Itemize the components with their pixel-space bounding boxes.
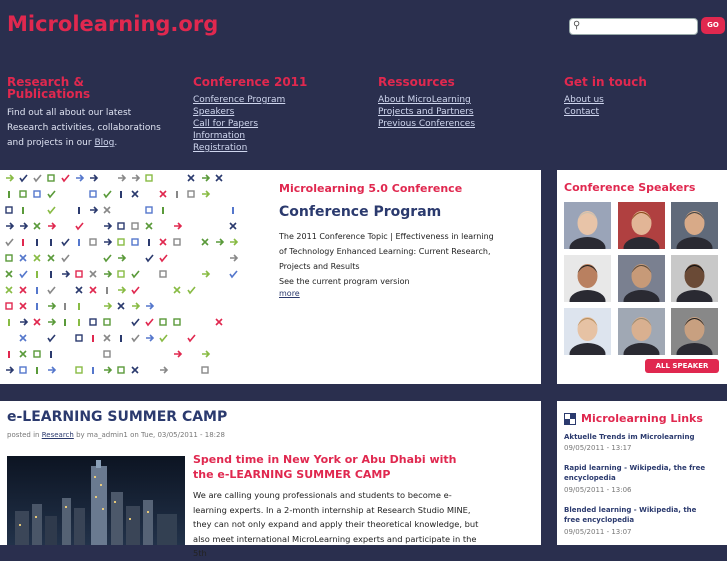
speaker-avatar[interactable] <box>671 308 718 355</box>
pattern-glyph <box>6 271 12 277</box>
pattern-glyph <box>202 175 209 181</box>
pattern-glyph <box>174 223 181 229</box>
pattern-glyph <box>132 223 138 229</box>
resources-column <box>378 76 538 130</box>
pattern-glyph <box>216 319 222 325</box>
pattern-glyph <box>34 223 40 229</box>
pattern-glyph <box>62 175 69 181</box>
pattern-glyph <box>76 367 82 373</box>
pattern-glyph <box>78 239 80 246</box>
pattern-glyph <box>118 175 125 181</box>
search-input[interactable] <box>586 19 691 32</box>
pattern-glyph <box>20 367 26 373</box>
pattern-glyph <box>50 351 52 358</box>
pattern-glyph <box>78 303 80 310</box>
pattern-glyph <box>6 255 12 261</box>
pattern-glyph <box>230 239 237 245</box>
article-meta: posted in Research by ma_admin1 on Tue, 03/05/2011 - 18:28 <box>7 431 225 439</box>
pattern-glyph <box>22 239 24 246</box>
search-box[interactable] <box>569 18 698 35</box>
links-panel <box>557 401 727 545</box>
pattern-glyph <box>132 287 139 293</box>
pattern-glyph <box>118 271 124 277</box>
pattern-glyph <box>48 191 55 197</box>
registration-link[interactable]: Registration <box>193 143 248 153</box>
pattern-glyph <box>188 287 195 293</box>
pattern-glyph <box>118 367 124 373</box>
contact-title: Get in touch <box>564 75 647 89</box>
resources-title: Ressources <box>378 75 455 89</box>
pattern-glyph <box>146 335 153 341</box>
pattern-glyph <box>20 223 27 229</box>
link-date: 09/05/2011 - 13:06 <box>564 486 632 494</box>
link-item-trends[interactable]: Aktuelle Trends im Microlearning <box>564 433 695 441</box>
go-button[interactable]: GO <box>701 17 725 34</box>
pattern-glyph <box>48 319 55 325</box>
pattern-glyph <box>20 175 27 181</box>
pattern-glyph <box>160 319 166 325</box>
pattern-glyph <box>160 367 167 373</box>
research-title: Research & Publications <box>7 75 91 101</box>
pattern-glyph <box>104 239 111 245</box>
information-link[interactable]: Information <box>193 131 246 141</box>
pattern-glyph <box>22 207 24 214</box>
pattern-glyph <box>146 175 152 181</box>
speaker-avatar[interactable] <box>564 202 611 249</box>
pattern-glyph <box>92 367 94 374</box>
speaker-avatar[interactable] <box>564 255 611 302</box>
pattern-glyph <box>6 303 12 309</box>
pattern-glyph <box>8 351 10 358</box>
conference-title: Conference 2011 <box>193 75 308 89</box>
pattern-glyph <box>118 223 124 229</box>
article-headline[interactable]: Spend time in New York or Abu Dhabi with the e-LEARNING SUMMER CAMP <box>193 453 457 481</box>
pattern-glyph <box>78 207 80 214</box>
pattern-glyph <box>50 239 52 246</box>
pattern-glyph <box>202 367 208 373</box>
pattern-glyph <box>216 175 222 181</box>
pattern-glyph <box>132 319 139 325</box>
pattern-glyph <box>36 271 38 278</box>
pattern-glyph <box>132 335 139 341</box>
pattern-glyph <box>118 239 124 245</box>
pattern-glyph <box>90 191 96 197</box>
research-text: Find out all about our latest Research activities, collaborations and projects in our Blog. <box>7 108 161 148</box>
pattern-glyph <box>20 255 26 261</box>
pattern-glyph <box>90 287 96 293</box>
pattern-glyph <box>50 271 52 278</box>
pattern-glyph <box>132 367 138 373</box>
pattern-glyph <box>20 191 26 197</box>
pattern-glyph <box>20 271 27 277</box>
speaker-avatar[interactable] <box>671 202 718 249</box>
pattern-glyph <box>202 239 208 245</box>
feature-subtitle: Microlearning 5.0 Conference <box>279 182 463 195</box>
pattern-glyph <box>90 271 96 277</box>
pattern-glyph <box>20 319 27 325</box>
pattern-glyph <box>6 239 13 245</box>
pattern-glyph <box>104 191 111 197</box>
pattern-glyph <box>232 207 234 214</box>
pattern-glyph <box>20 351 26 357</box>
contact-column <box>564 76 724 118</box>
pattern-glyph <box>6 287 12 293</box>
pattern-glyph <box>146 255 153 261</box>
pattern-glyph <box>160 271 166 277</box>
pattern-glyph <box>62 255 69 261</box>
pattern-glyph <box>104 335 110 341</box>
site-logo[interactable]: Microlearning.org <box>7 12 219 36</box>
pattern-glyph <box>8 191 10 198</box>
pattern-glyph <box>174 239 180 245</box>
pattern-glyph <box>146 223 152 229</box>
link-date: 09/05/2011 - 13:17 <box>564 444 632 452</box>
more-link[interactable]: more <box>279 289 300 298</box>
call-for-papers-link[interactable]: Call for Papers <box>193 119 259 129</box>
pattern-glyph <box>48 175 54 181</box>
about-microlearning-link[interactable]: About MicroLearning <box>378 95 471 105</box>
speakers-link[interactable]: Speakers <box>193 107 235 117</box>
pattern-glyph <box>76 271 82 277</box>
link-date: 09/05/2011 - 13:07 <box>564 528 632 536</box>
pattern-glyph <box>34 191 40 197</box>
pattern-glyph <box>90 207 97 213</box>
conference-column <box>193 76 353 154</box>
pattern-glyph <box>48 207 55 213</box>
pattern-glyph <box>216 239 223 245</box>
pattern-glyph <box>20 303 26 309</box>
pattern-glyph <box>76 287 82 293</box>
pattern-glyph <box>120 335 122 342</box>
pattern-glyph <box>6 207 12 213</box>
speakers-panel <box>557 170 727 384</box>
pattern-glyph <box>34 351 40 357</box>
pattern-glyph <box>90 175 97 181</box>
speakers-title: Conference Speakers <box>564 181 696 194</box>
pattern-glyph <box>202 191 209 197</box>
links-icon <box>564 413 576 425</box>
speaker-avatar[interactable] <box>618 202 665 249</box>
city-night-photo <box>7 456 185 545</box>
pattern-glyph <box>188 335 195 341</box>
pattern-glyph <box>6 367 13 373</box>
pattern-glyph <box>202 351 209 357</box>
pattern-glyph <box>132 175 139 181</box>
pattern-glyph <box>34 175 41 181</box>
feature-panel <box>0 170 541 384</box>
pattern-glyph <box>106 287 108 294</box>
search-icon: ⚲ <box>573 20 581 31</box>
pattern-glyph <box>120 191 122 198</box>
speaker-avatar[interactable] <box>564 308 611 355</box>
article-body: We are calling young professionals and students to become e-learning experts. In a 2-month internship at Research Studio MINE, they can not only expand and apply their theoretical knowledge, but also meet international MicroLearning experts and participate in the 5th <box>193 490 479 558</box>
pattern-glyph <box>230 223 236 229</box>
links-title: Microlearning Links <box>581 412 703 425</box>
pattern-glyph <box>162 207 164 214</box>
pattern-glyph <box>6 223 13 229</box>
pattern-glyph <box>36 367 38 374</box>
pattern-glyph <box>48 367 55 373</box>
pattern-glyph <box>132 239 138 245</box>
pattern-glyph <box>174 287 180 293</box>
speaker-avatar[interactable] <box>618 255 665 302</box>
pattern-glyph <box>104 223 111 229</box>
link-item-blended-learning[interactable]: Blended learning - Wikipedia, the free encyclopedia <box>564 506 697 524</box>
pattern-glyph <box>48 223 55 229</box>
pattern-glyph <box>92 335 94 342</box>
pattern-glyph <box>132 191 138 197</box>
pattern-glyph <box>188 175 194 181</box>
pattern-glyph <box>146 207 152 213</box>
pattern-glyph <box>34 319 40 325</box>
contact-link[interactable]: Contact <box>564 107 600 117</box>
pattern-glyph <box>104 303 111 309</box>
pattern-glyph <box>104 351 110 357</box>
article-panel <box>0 401 541 558</box>
projects-partners-link[interactable]: Projects and Partners <box>378 107 474 117</box>
pattern-glyph <box>148 239 150 246</box>
pattern-glyph <box>34 255 40 261</box>
pattern-glyph <box>160 239 166 245</box>
research-column <box>7 76 167 151</box>
blog-link[interactable]: Blog <box>94 138 115 148</box>
previous-conferences-link[interactable]: Previous Conferences <box>378 119 476 129</box>
pattern-glyph <box>90 239 96 245</box>
pattern-glyph <box>48 287 55 293</box>
pattern-glyph <box>36 287 38 294</box>
pattern-glyph <box>132 271 139 277</box>
pattern-glyph <box>48 335 55 341</box>
pattern-glyph <box>76 335 82 341</box>
pattern-glyph <box>20 335 26 341</box>
article-title[interactable]: e-LEARNING SUMMER CAMP <box>7 409 228 425</box>
about-us-link[interactable]: About us <box>564 95 604 105</box>
pattern-glyph <box>104 255 111 261</box>
pattern-glyph <box>104 367 111 373</box>
pattern-glyph <box>230 271 237 277</box>
all-speakers-button[interactable]: ALL SPEAKER <box>645 359 719 373</box>
pattern-glyph <box>118 255 125 261</box>
feature-description: The 2011 Conference Topic | Effectiveness in learning of Technology Enhanced Learning: Current Research, Projects and Results See the current program version <box>279 232 494 286</box>
pattern-glyph <box>48 303 55 309</box>
feature-title[interactable]: Conference Program <box>279 204 442 220</box>
pattern-glyph <box>6 175 13 181</box>
pattern-glyph <box>132 303 139 309</box>
pattern-glyph <box>8 319 10 326</box>
pattern-glyph <box>174 351 181 357</box>
pattern-glyph <box>62 271 69 277</box>
speaker-avatar[interactable] <box>618 308 665 355</box>
pattern-glyph <box>118 303 124 309</box>
pattern-glyph <box>118 287 125 293</box>
pattern-glyph <box>20 287 26 293</box>
pattern-glyph <box>48 255 54 261</box>
icon-pattern-image <box>0 170 240 384</box>
pattern-glyph <box>78 319 80 326</box>
pattern-glyph <box>160 191 166 197</box>
pattern-glyph <box>202 271 209 277</box>
pattern-glyph <box>104 271 111 277</box>
pattern-glyph <box>176 191 178 198</box>
pattern-glyph <box>104 207 110 213</box>
conference-program-link[interactable]: Conference Program <box>193 95 286 105</box>
pattern-glyph <box>146 319 153 325</box>
speaker-avatar[interactable] <box>671 255 718 302</box>
category-link[interactable]: Research <box>41 431 74 439</box>
pattern-glyph <box>160 255 167 261</box>
pattern-glyph <box>160 335 167 341</box>
pattern-glyph <box>64 303 66 310</box>
pattern-glyph <box>90 319 96 325</box>
pattern-glyph <box>174 319 180 325</box>
pattern-glyph <box>64 319 66 326</box>
pattern-glyph <box>76 223 83 229</box>
link-item-rapid-learning[interactable]: Rapid learning - Wikipedia, the free encyclopedia <box>564 464 706 482</box>
pattern-glyph <box>188 191 194 197</box>
pattern-glyph <box>62 239 69 245</box>
pattern-glyph <box>146 303 153 309</box>
pattern-glyph <box>36 303 38 310</box>
pattern-glyph <box>36 239 38 246</box>
pattern-glyph <box>104 319 110 325</box>
pattern-glyph <box>76 175 83 181</box>
pattern-glyph <box>230 255 237 261</box>
